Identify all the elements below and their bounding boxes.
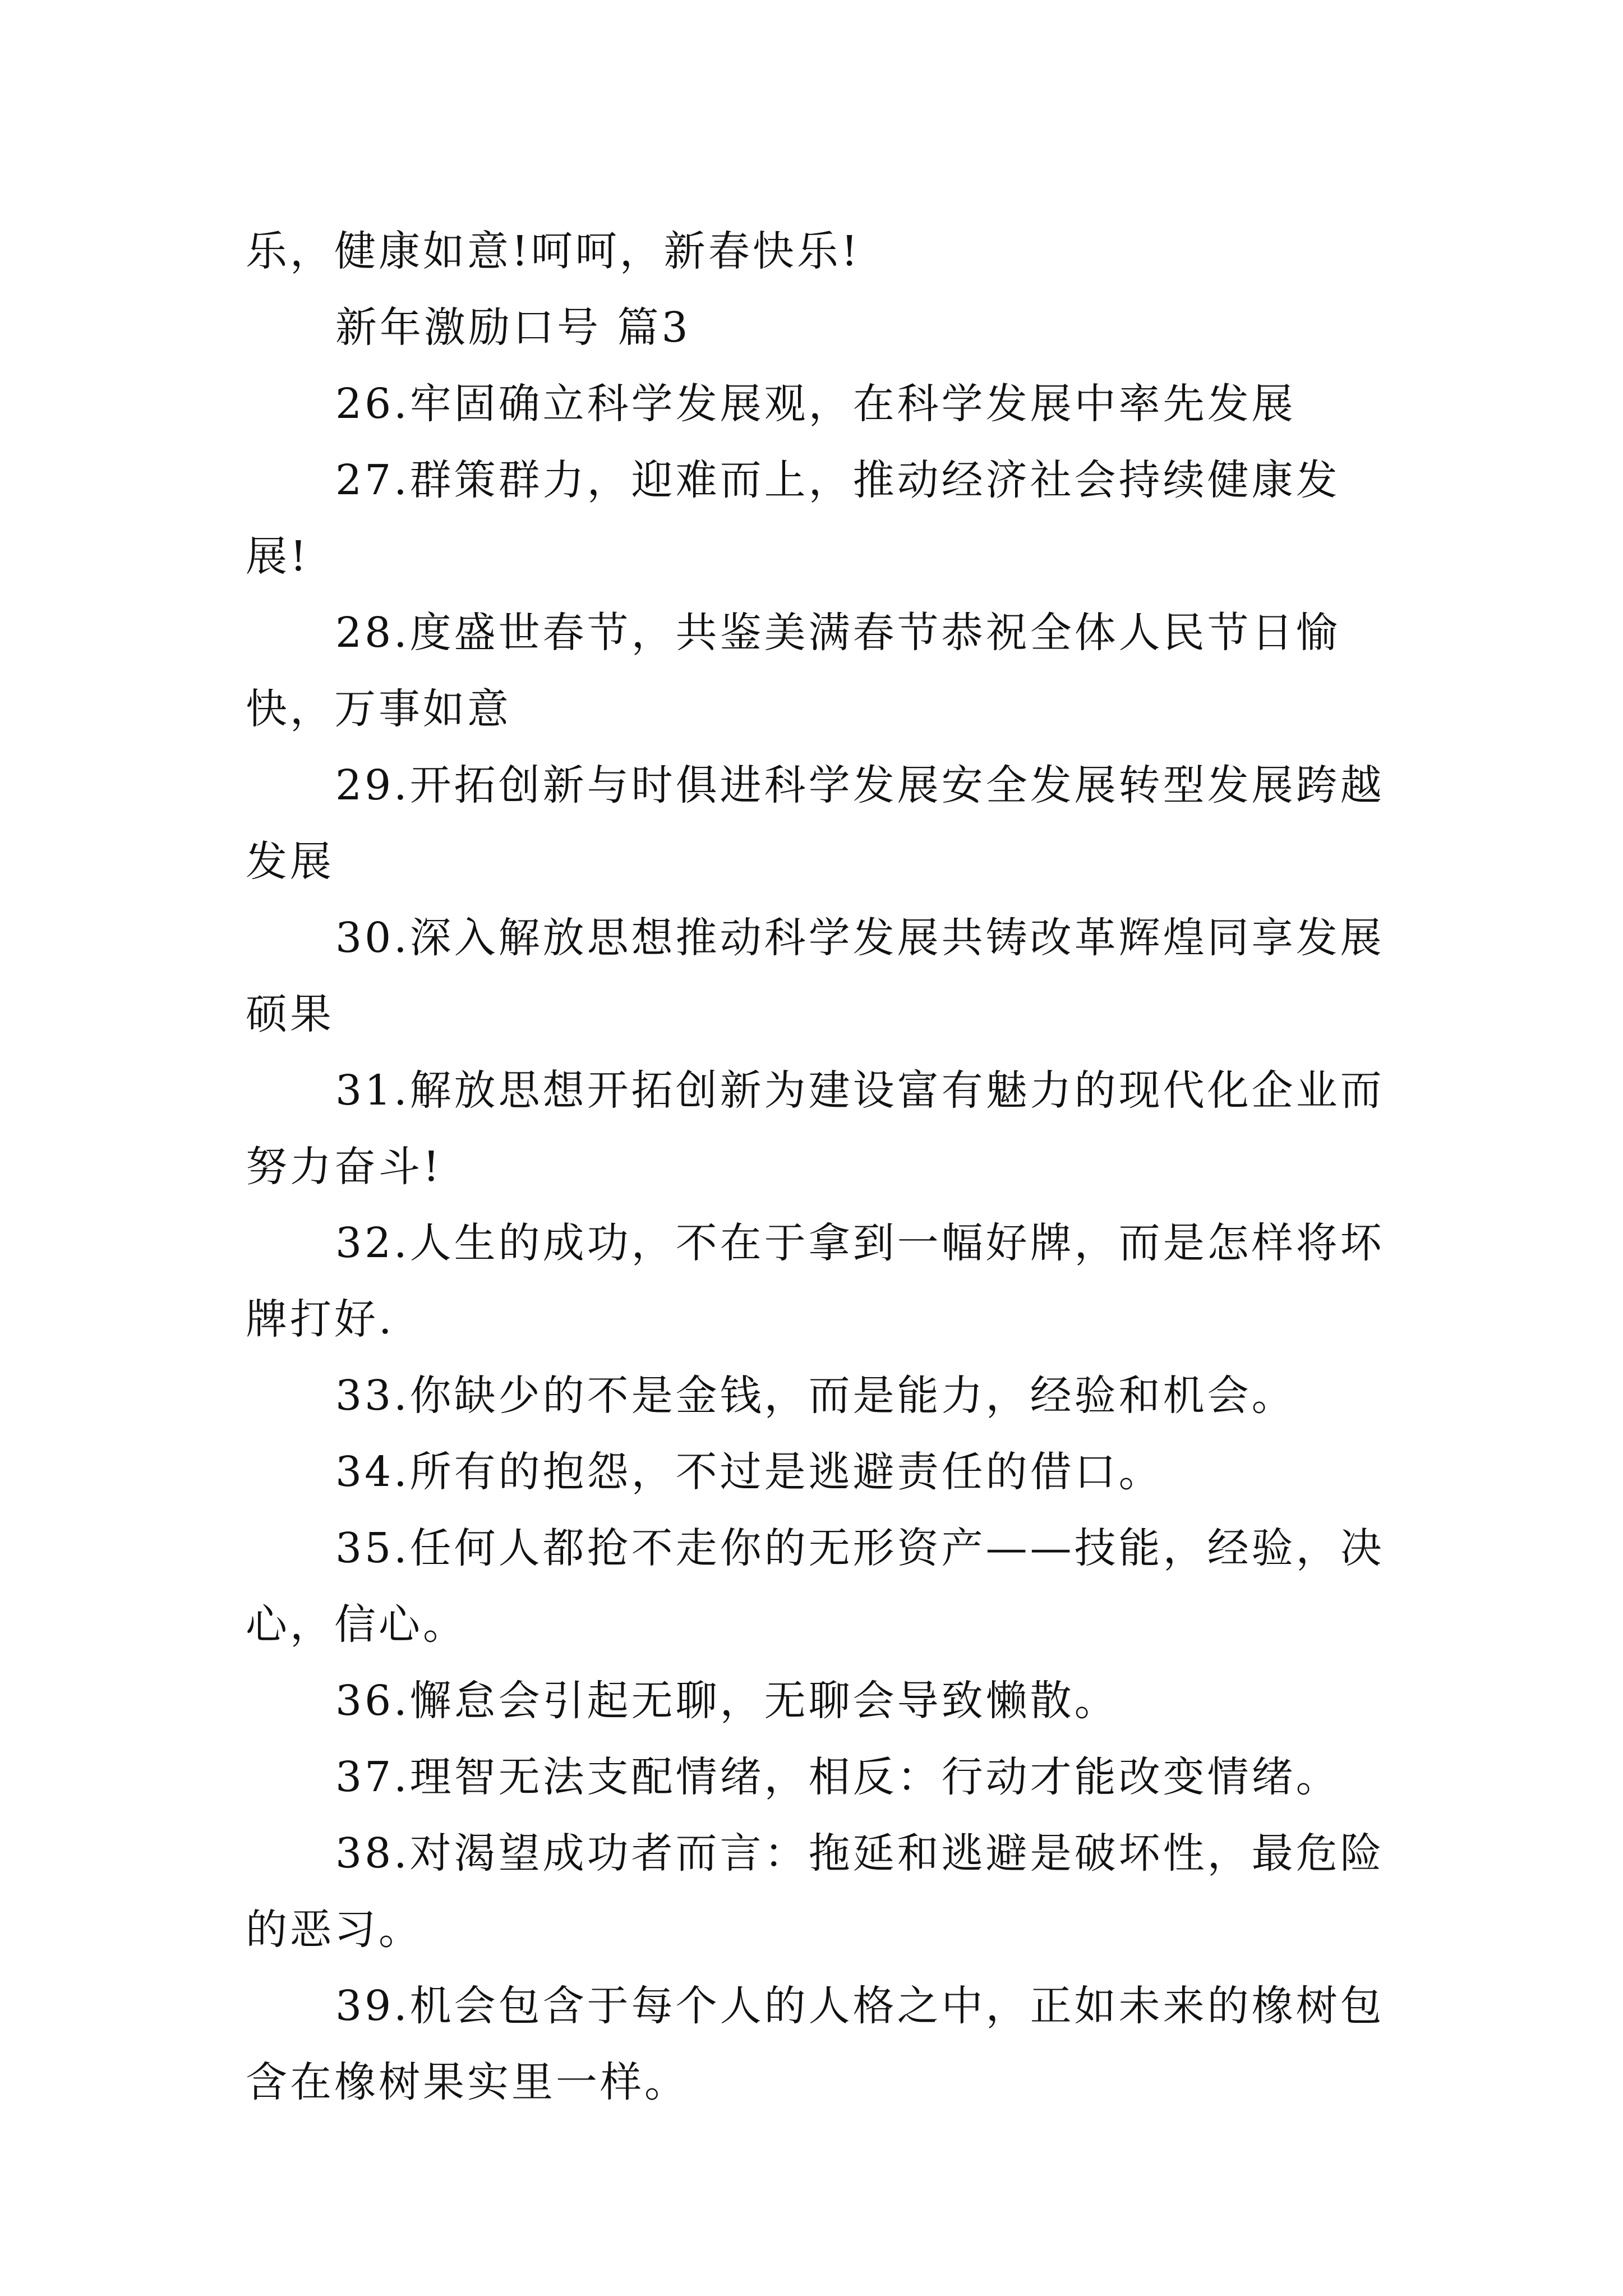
slogan-item: 26.牢固确立科学发展观，在科学发展中率先发展 — [335, 380, 1296, 428]
slogan-item: 35.任何人都抢不走你的无形资产——技能，经验，决心，信心。 — [246, 1524, 1385, 1649]
slogan-item: 33.你缺少的不是金钱，而是能力，经验和机会。 — [335, 1372, 1296, 1420]
slogan-item: 29.开拓创新与时俱进科学发展安全发展转型发展跨越发展 — [246, 761, 1385, 886]
slogan-item: 39.机会包含于每个人的人格之中，正如未来的橡树包含在橡树果实里一样。 — [246, 1982, 1385, 2106]
section-heading: 新年激励口号 篇3 — [335, 303, 691, 352]
slogan-item: 38.对渴望成功者而言：拖延和逃避是破坏性，最危险的恶习。 — [246, 1829, 1385, 1954]
slogan-item: 32.人生的成功，不在于拿到一幅好牌，而是怎样将坏牌打好. — [246, 1219, 1385, 1343]
slogan-item: 31.解放思想开拓创新为建设富有魅力的现代化企业而努力奋斗! — [246, 1066, 1385, 1191]
document-body — [246, 213, 1395, 2120]
slogan-item: 30.深入解放思想推动科学发展共铸改革辉煌同享发展硕果 — [246, 914, 1385, 1038]
slogan-item: 36.懈怠会引起无聊，无聊会导致懒散。 — [335, 1677, 1119, 1725]
slogan-item: 34.所有的抱怨，不过是逃避责任的借口。 — [335, 1448, 1163, 1496]
slogan-item: 37.理智无法支配情绪，相反：行动才能改变情绪。 — [335, 1753, 1340, 1801]
slogan-item: 28.度盛世春节，共鉴美满春节恭祝全体人民节日愉快，万事如意 — [246, 609, 1340, 733]
slogan-item: 27.群策群力，迎难而上，推动经济社会持续健康发展! — [246, 456, 1340, 581]
paragraph-continuation: 乐，健康如意!呵呵，新春快乐! — [246, 227, 861, 275]
